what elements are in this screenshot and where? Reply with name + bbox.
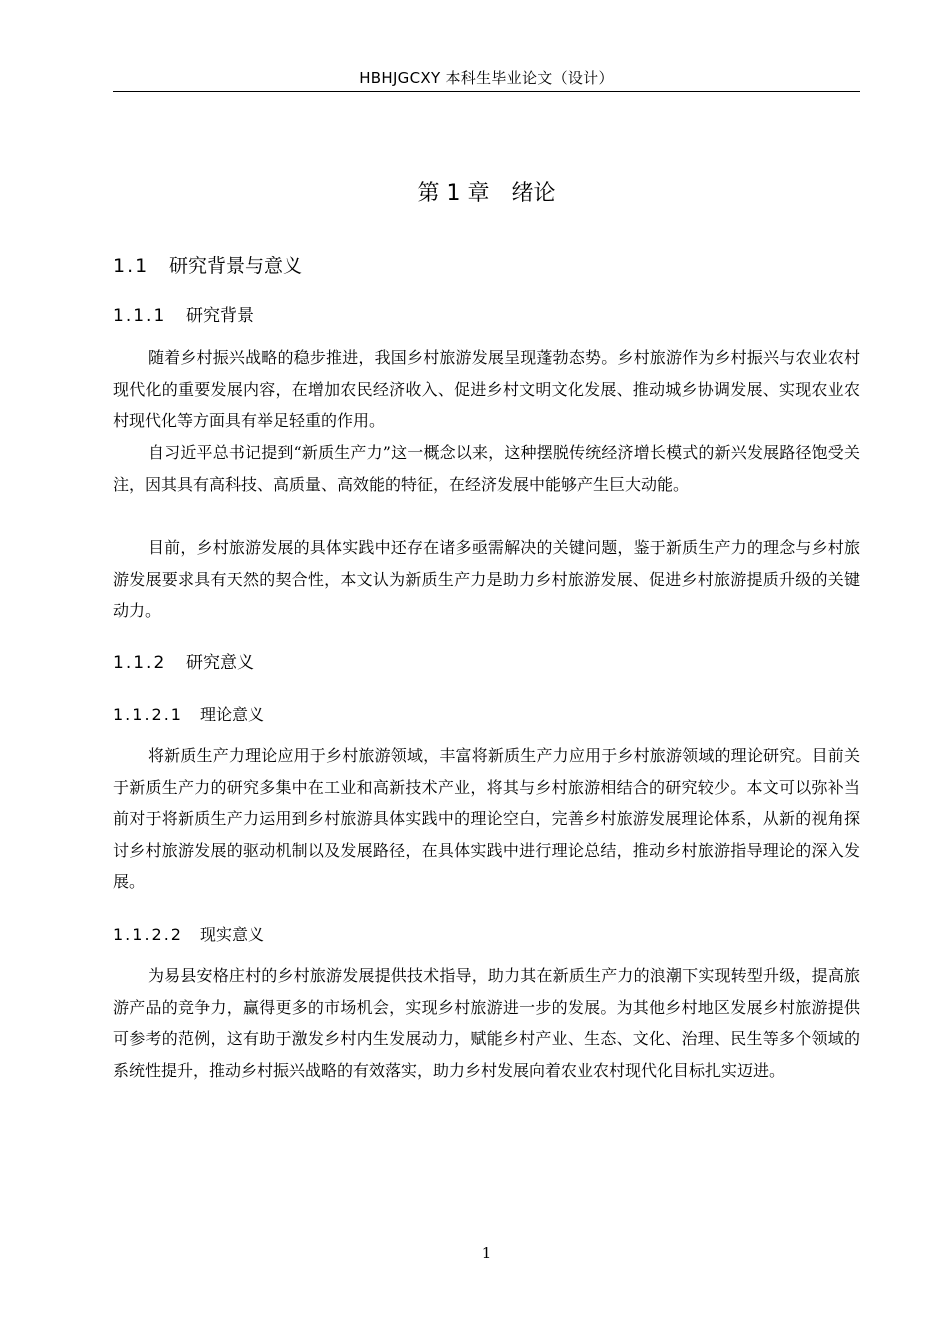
paragraph-background-3: 目前，乡村旅游发展的具体实践中还存在诸多亟需解决的关键问题，鉴于新质生产力的理念与乡村旅游发展要求具有天然的契合性，本文认为新质生产力是助力乡村旅游发展、促进乡村旅游提质升级的关键动力。 xyxy=(113,538,860,620)
section-heading-1-1 xyxy=(113,252,302,280)
chapter-title: 第 1 章 绪论 xyxy=(417,181,556,206)
section-number: 1.1.1 xyxy=(113,306,167,326)
paragraph-theoretical-significance: 将新质生产力理论应用于乡村旅游领域，丰富将新质生产力应用于乡村旅游领域的理论研究。目前关于新质生产力的研究多集中在工业和高新技术产业，将其与乡村旅游相结合的研究较少。本文可以弥补当前对于将新质生产力运用到乡村旅游具体实践中的理论空白，完善乡村旅游发展理论体系，从新的视角探讨乡村旅游发展的驱动机制以及发展路径，在具体实践中进行理论总结，推动乡村旅游指导理论的深入发展。 xyxy=(113,746,860,891)
section-number: 1.1.2.1 xyxy=(113,705,183,724)
section-heading-1-1-2-2 xyxy=(113,923,264,947)
section-title: 研究背景与意义 xyxy=(169,255,303,277)
section-number: 1.1.2 xyxy=(113,653,167,673)
page-number: 1 xyxy=(481,1244,492,1262)
running-header: HBHJGCXY 本科生毕业论文（设计） xyxy=(359,69,614,87)
section-heading-1-1-1 xyxy=(113,303,254,329)
section-heading-1-1-2-1 xyxy=(113,703,264,727)
section-title: 研究背景 xyxy=(186,306,254,326)
header-rule xyxy=(113,91,860,92)
section-number: 1.1 xyxy=(113,255,150,277)
section-heading-1-1-2 xyxy=(113,650,254,676)
paragraph-practical-significance: 为易县安格庄村的乡村旅游发展提供技术指导，助力其在新质生产力的浪潮下实现转型升级，提高旅游产品的竞争力，赢得更多的市场机会，实现乡村旅游进一步的发展。为其他乡村地区发展乡村旅游提供可参考的范例，这有助于激发乡村内生发展动力，赋能乡村产业、生态、文化、治理、民生等多个领域的系统性提升，推动乡村振兴战略的有效落实，助力乡村发展向着农业农村现代化目标扎实迈进。 xyxy=(113,966,860,1080)
section-title: 理论意义 xyxy=(200,705,265,724)
section-title: 现实意义 xyxy=(200,925,265,944)
paragraph-background-1: 随着乡村振兴战略的稳步推进，我国乡村旅游发展呈现蓬勃态势。乡村旅游作为乡村振兴与农业农村现代化的重要发展内容，在增加农民经济收入、促进乡村文明文化发展、推动城乡协调发展、实现农业农村现代化等方面具有举足轻重的作用。 xyxy=(113,348,860,430)
section-number: 1.1.2.2 xyxy=(113,925,183,944)
paragraph-background-2: 自习近平总书记提到“新质生产力”这一概念以来，这种摆脱传统经济增长模式的新兴发展路径饱受关注，因其具有高科技、高质量、高效能的特征，在经济发展中能够产生巨大动能。 xyxy=(113,443,860,494)
section-title: 研究意义 xyxy=(186,653,254,673)
